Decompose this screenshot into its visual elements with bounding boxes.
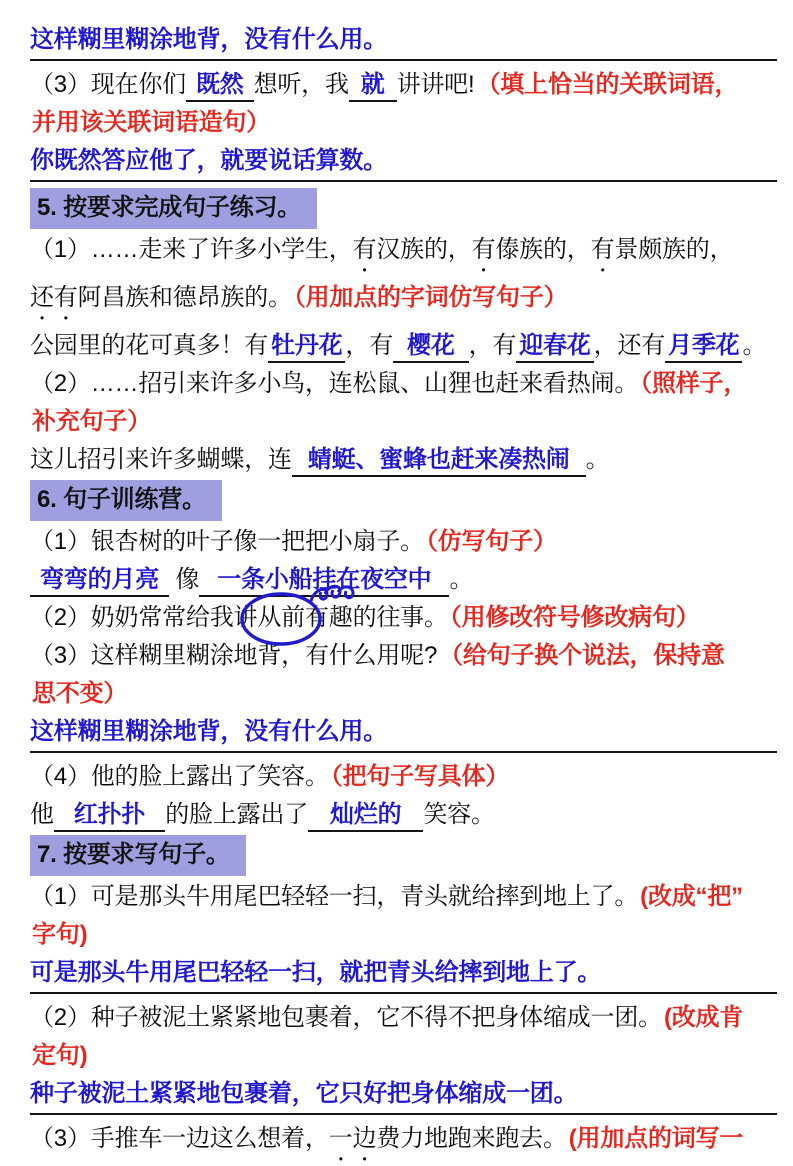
fill-in-blank: 红扑扑 (54, 800, 165, 832)
text-line (30, 1121, 777, 1166)
text-line (30, 442, 777, 477)
instruction-text: （仿写句子） (425, 528, 557, 555)
answer-text: 这样糊里糊涂地背，没有什么用。 (30, 718, 387, 745)
text-segment: 有 (590, 236, 615, 263)
instruction-text: 字句) (32, 921, 88, 948)
text-segment: 。 (742, 332, 767, 359)
instruction-text: 并用该关联词语造句） (32, 109, 270, 136)
text-segment: ，有 (468, 332, 517, 359)
text-segment: 这儿招引来许多蝴蝶，连 (30, 446, 292, 473)
instruction-text: 补充句子） (32, 408, 151, 435)
instruction-text: (用加点的词写一 (568, 1125, 744, 1152)
text-segment: （4）他的脸上露出了笑容。 (30, 763, 329, 790)
text-segment: 汉族的， (376, 236, 472, 263)
text-line (30, 879, 777, 914)
text-segment: ，还有 (593, 332, 666, 359)
section-heading (30, 480, 777, 521)
fill-in-blank: 就 (349, 70, 397, 102)
text-segment: （2）……招引来许多小鸟，连松鼠、山狸也赶来看热闹。 (30, 370, 639, 397)
text-segment: 的脸上露出了 (165, 801, 309, 828)
text-segment: 有 (352, 236, 377, 263)
text-segment: 有 (471, 236, 496, 263)
text-line (30, 917, 777, 952)
fill-in-blank: 蜻蜓、蜜蜂也赶来凑热闹 (292, 445, 586, 477)
instruction-text: （填上恰当的关联词语， (476, 71, 739, 98)
instruction-text: 思不变） (32, 680, 128, 707)
text-segment: 。 (449, 566, 474, 593)
answer-text: 这样糊里糊涂地背，没有什么用。 (30, 26, 387, 53)
text-segment: 费力地跑来跑去。 (376, 1125, 567, 1152)
text-line (30, 366, 777, 401)
text-line (30, 638, 777, 673)
text-segment: 一边 (328, 1125, 377, 1152)
instruction-text: 定句) (32, 1042, 88, 1069)
text-segment: 讲讲吧! (396, 71, 475, 98)
instruction-text: （用修改符号修改病句） (449, 604, 700, 631)
fill-in-blank: 牡丹花 (268, 331, 345, 363)
text-line (30, 328, 777, 363)
instruction-text: （给句子换个说法，保持意 (439, 642, 725, 669)
text-line (30, 280, 777, 325)
text-segment: （2）奶奶常常给我讲 (30, 604, 258, 631)
fill-in-blank: 既然 (186, 70, 254, 102)
marked-text: 从前 (257, 600, 305, 635)
text-segment: （1）可是那头牛用尾巴轻轻一扫，青头就给摔到地上了。 (30, 883, 639, 910)
text-line (30, 105, 777, 140)
fill-in-blank: 灿烂的 (308, 800, 423, 832)
text-line (30, 1038, 777, 1073)
answer-line (30, 955, 777, 994)
fill-in-blank: 月季花 (665, 331, 742, 363)
text-line (30, 1000, 777, 1035)
answer-line (30, 714, 777, 753)
text-segment: 还有 (30, 284, 78, 311)
answer-text: 你既然答应他了，就要说话算数。 (30, 147, 387, 174)
instruction-text: （用加点的字词仿写句子） (293, 284, 568, 311)
text-line (30, 759, 777, 794)
instruction-text: （把句子写具体） (330, 763, 510, 790)
text-segment: 公园里的花可真多！有 (30, 332, 268, 359)
text-line (30, 797, 777, 832)
text-line (30, 600, 777, 635)
answer-text: 可是那头牛用尾巴轻轻一扫，就把青头给摔到地上了。 (30, 959, 602, 986)
text-line (30, 232, 777, 277)
text-segment: ，有 (345, 332, 394, 359)
answer-line (30, 143, 777, 182)
section-heading-label: 6. 句子训练营。 (30, 480, 222, 521)
section-heading-label: 7. 按要求写句子。 (30, 835, 246, 876)
text-segment: 傣族的， (495, 236, 591, 263)
worksheet-content (30, 22, 777, 1166)
section-heading (30, 188, 777, 229)
text-line (30, 524, 777, 559)
text-segment: 阿昌族和德昂族的。 (77, 284, 292, 311)
text-segment: （1）银杏树的叶子像一把把小扇子。 (30, 528, 424, 555)
instruction-text: （照样子， (640, 370, 748, 397)
text-segment: 想听，我 (253, 71, 349, 98)
text-segment: （1）……走来了许多小学生， (30, 236, 353, 263)
text-segment: （3）这样糊里糊涂地背，有什么用呢? (30, 642, 438, 669)
text-segment: （3）手推车一边这么想着， (30, 1125, 329, 1152)
fill-in-blank: 迎春花 (516, 331, 593, 363)
text-segment: （2）种子被泥土紧紧地包裹着，它不得不把身体缩成一团。 (30, 1004, 662, 1031)
text-segment: （3）现在你们 (30, 71, 186, 98)
text-line (30, 562, 777, 597)
instruction-text: (改成肯 (663, 1004, 744, 1031)
text-line (30, 404, 777, 439)
text-segment: 景颇族的， (614, 236, 734, 263)
text-segment: 笑容。 (423, 801, 495, 828)
text-segment: 。 (585, 446, 610, 473)
answer-text: 种子被泥土紧紧地包裹着，它只好把身体缩成一团。 (30, 1080, 578, 1107)
section-heading-label: 5. 按要求完成句子练习。 (30, 188, 317, 229)
fill-in-blank: 弯弯的月亮 (30, 565, 169, 597)
answer-line (30, 22, 777, 61)
fill-in-blank: 樱花 (393, 331, 469, 363)
text-line (30, 676, 777, 711)
fill-in-blank: 一条小船挂在夜空中 (199, 565, 449, 597)
text-line (30, 67, 777, 102)
text-segment: 有趣的往事。 (304, 604, 448, 631)
answer-line (30, 1076, 777, 1115)
instruction-text: (改成“把” (640, 883, 743, 910)
section-heading (30, 835, 777, 876)
text-segment: 他 (30, 801, 54, 828)
text-segment: 像 (169, 566, 200, 593)
